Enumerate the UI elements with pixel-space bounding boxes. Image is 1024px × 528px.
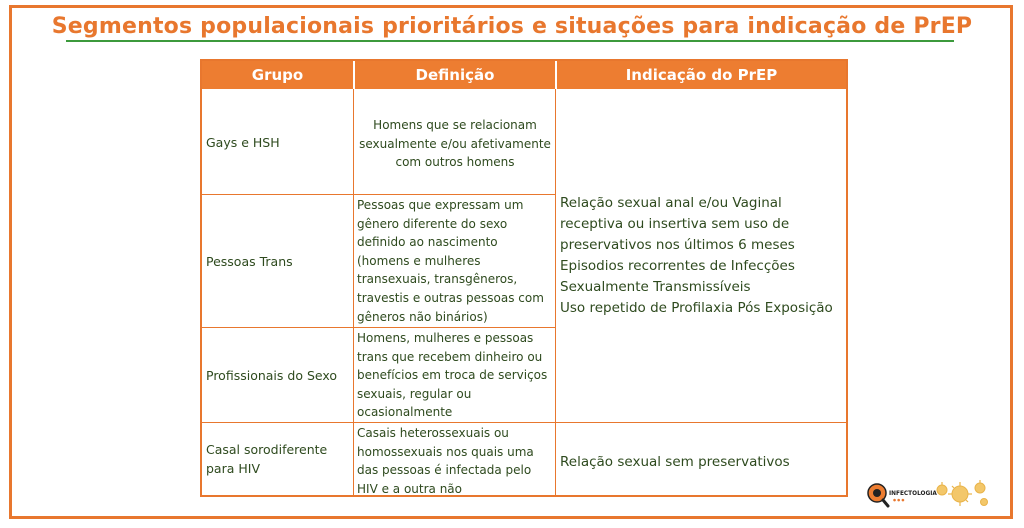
indication-couple: Relação sexual sem preservativos xyxy=(560,454,790,470)
row-line-2 xyxy=(202,327,555,328)
indication-line: Uso repetido de Profilaxia Pós Exposição xyxy=(560,300,833,316)
header-indicacao: Indicação do PrEP xyxy=(557,61,846,89)
row-line-3 xyxy=(202,422,846,423)
group-pessoas-trans: Pessoas Trans xyxy=(206,254,293,269)
header-grupo: Grupo xyxy=(202,61,353,89)
logo1-text: INFECTOLOGIA xyxy=(889,491,937,497)
group-profissionais-sexo: Profissionais do Sexo xyxy=(206,368,338,383)
group-casal-sorodiferente: Casal sorodiferente para HIV xyxy=(206,442,328,476)
header-definicao: Definição xyxy=(355,61,555,89)
definition-gays-hsh: Homens que se relacionam sexualmente e/ou afetivamente com outros homens xyxy=(359,118,551,170)
infectologia-logo xyxy=(865,481,937,509)
prep-table xyxy=(200,59,848,497)
svg-text:● ● ●: ● ● ● xyxy=(893,498,905,502)
indication-line: Relação sexual anal e/ou Vaginal receptiva ou insertiva sem uso de preservativos nos últimos 6 meses xyxy=(560,195,795,253)
indication-line: Episodios recorrentes de Infecções Sexualmente Transmissíveis xyxy=(560,258,795,295)
page-title: Segmentos populacionais prioritários e situações para indicação de PrEP xyxy=(51,14,973,39)
definition-profissionais-sexo: Homens, mulheres e pessoas trans que recebem dinheiro ou benefícios em troca de serviços sexuais, regular ou ocasionalmente xyxy=(357,331,548,420)
definition-casal-sorodiferente: Casais heterossexuais ou homossexuais nos quais uma das pessoas é infectada pelo HIV e a outra não xyxy=(357,426,534,496)
indication-shared xyxy=(560,193,844,319)
col-line-2 xyxy=(555,89,556,495)
group-gays-hsh: Gays e HSH xyxy=(206,135,280,150)
virus-cluster-icon xyxy=(930,476,994,512)
title-underline xyxy=(66,40,954,42)
row-line-1 xyxy=(202,194,555,195)
col-line-1 xyxy=(353,89,354,495)
definition-pessoas-trans: Pessoas que expressam um gênero diferente do sexo definido ao nascimento (homens e mulheres transexuais, transgêneros, travestis e outras pessoas com gêneros não binários) xyxy=(357,198,544,324)
